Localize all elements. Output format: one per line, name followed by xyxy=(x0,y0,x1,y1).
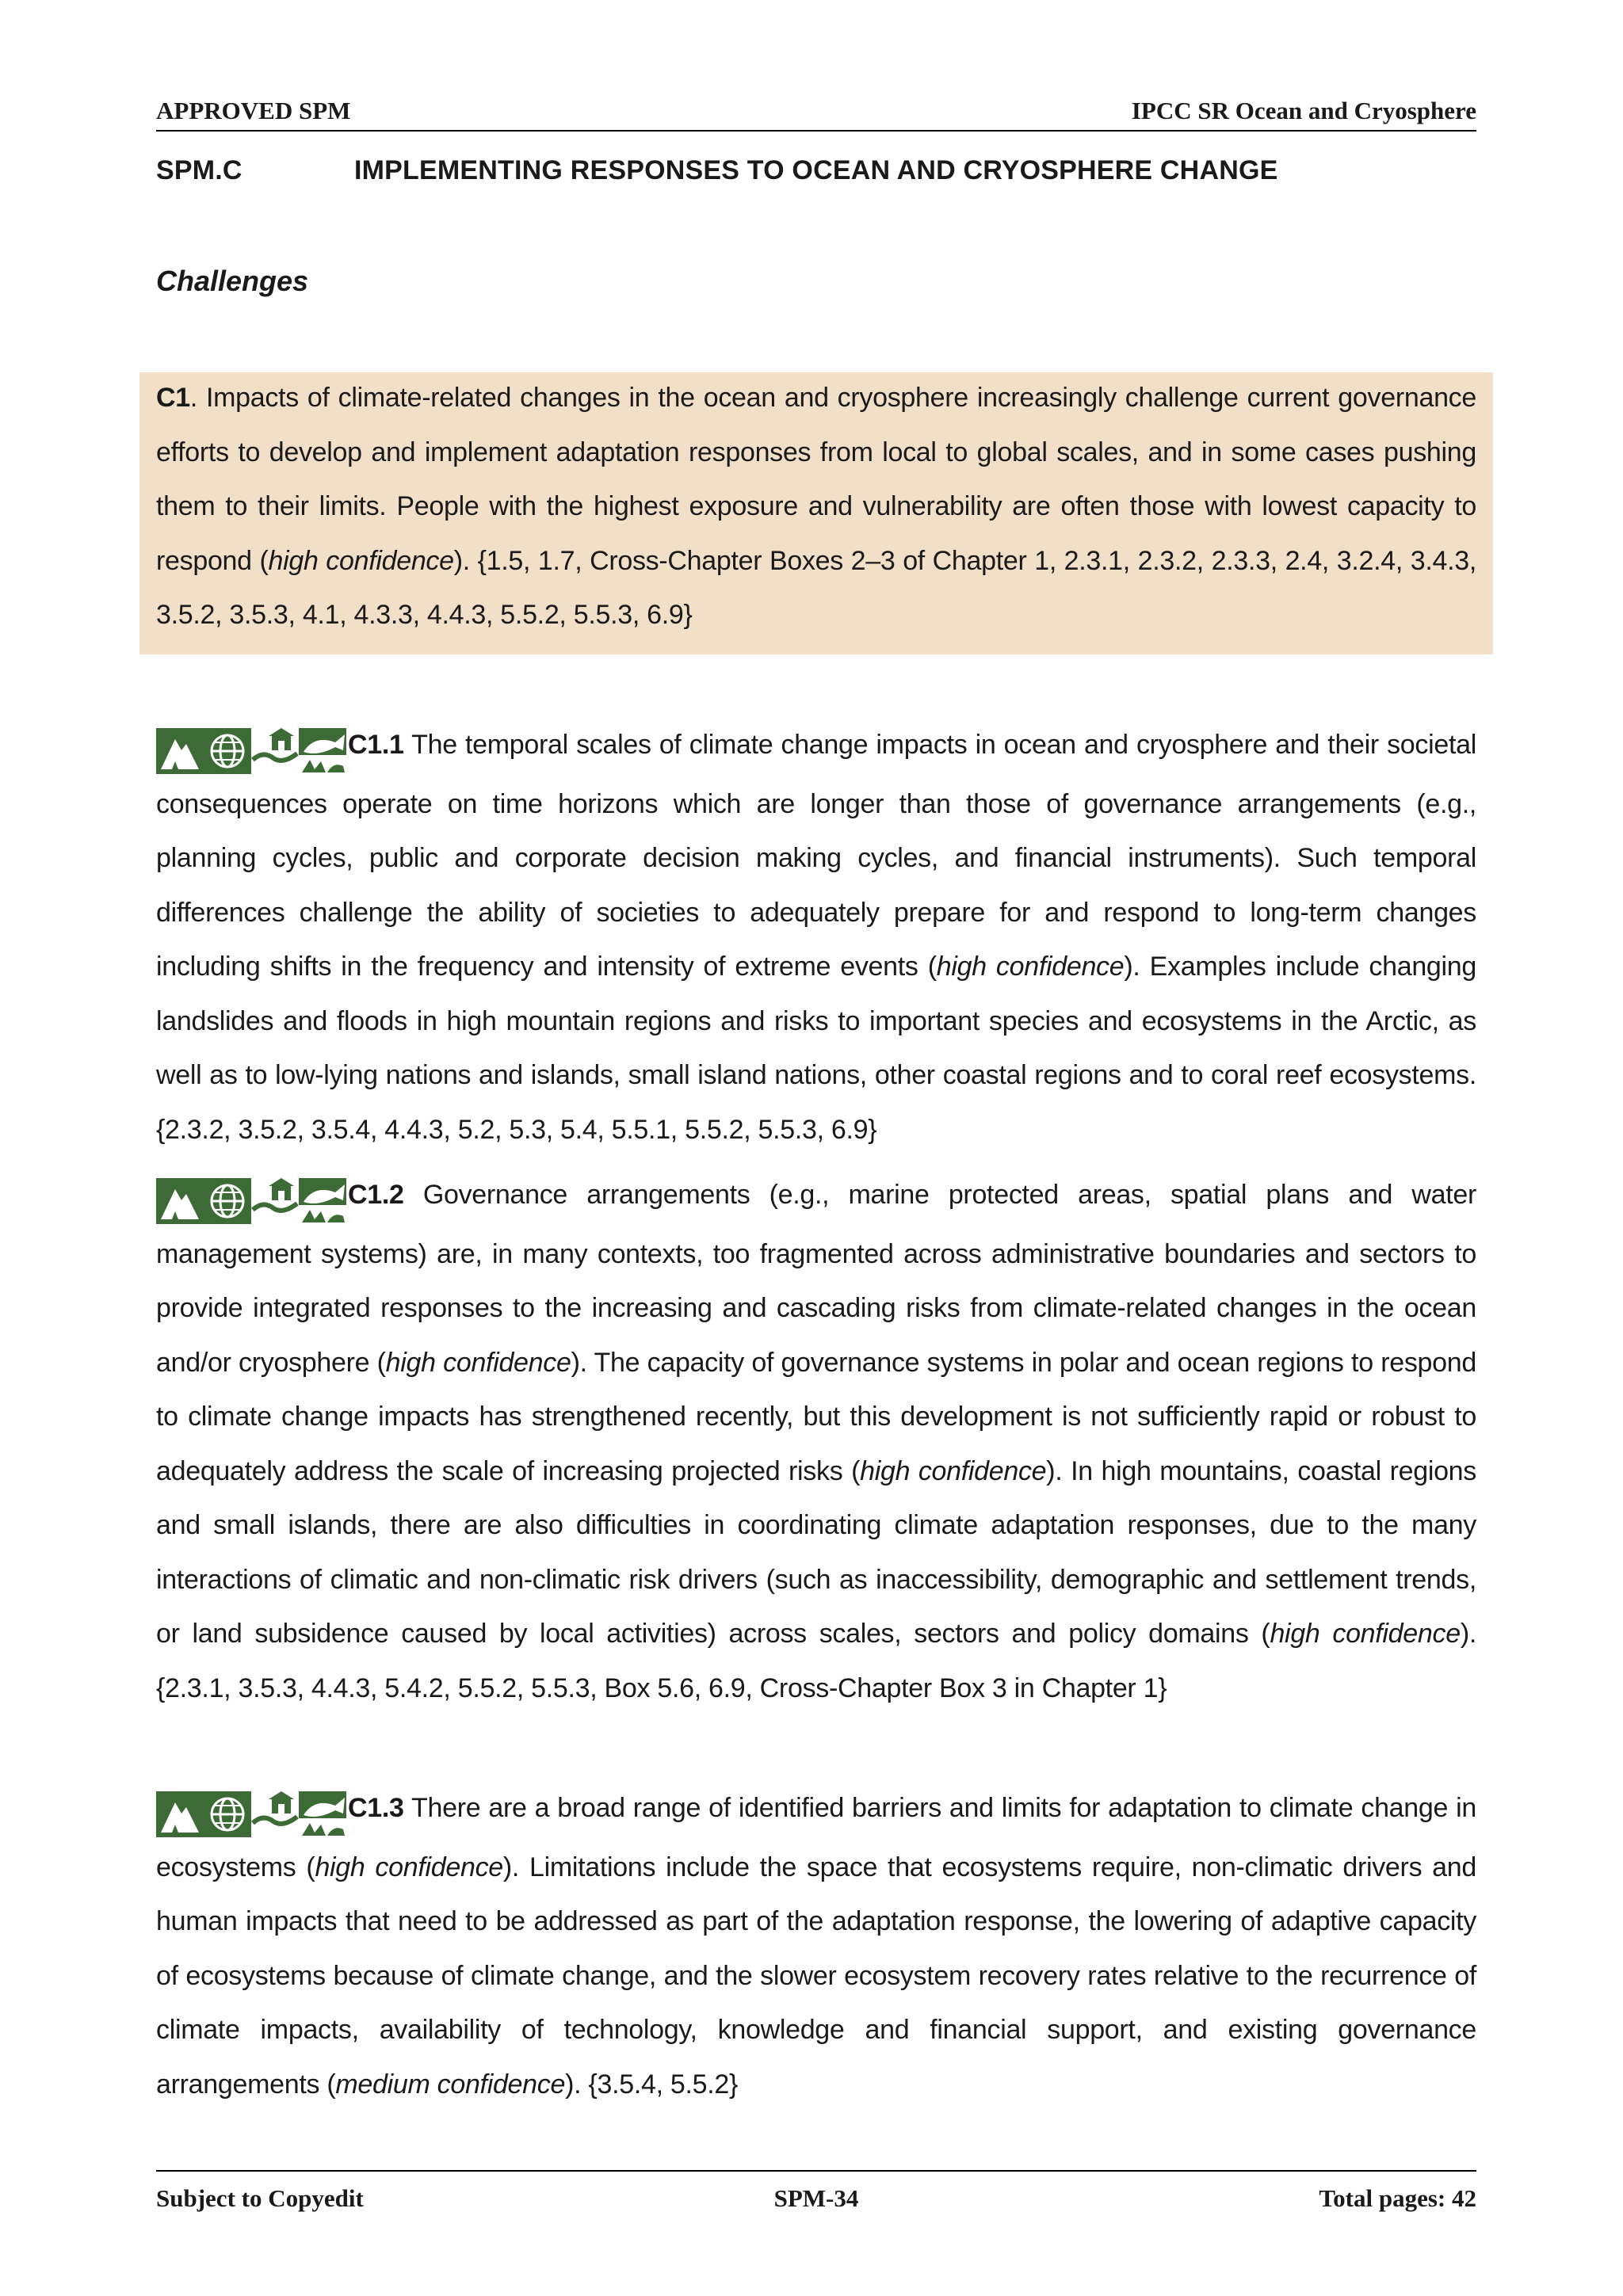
section-number: SPM.C xyxy=(156,155,242,185)
icon-strip xyxy=(156,1173,346,1227)
c1-2-text-a: Governance arrangements (e.g., marine protected areas, spatial plans and water management systems) are, in many contexts, too fragmented across administrative boundaries and sectors to provide integrated responses to the increasing and cascading risks from climate-related changes in the ocean and/or cryosphere ( xyxy=(156,1180,1476,1378)
c1-1-text-refs: ). Examples include changing landslides and floods in high mountain regions and risks to important species and ecosystems in the Arctic, as well as to low-lying nations and islands, small island nations, other coastal regions and to coral reef ecosystems. {2.3.2, 3.5.2, 3.5.4, 4.4.3, 5.2, 5.3, 5.4, 5.5.1, 5.5.2, 5.5.3, 6.9} xyxy=(156,952,1477,1145)
page-footer xyxy=(156,2170,1476,2211)
coast-icon xyxy=(251,1791,299,1837)
c1-1-id: C1.1 xyxy=(348,730,404,760)
c1-text: . Impacts of climate-related changes in the ocean and cryosphere increasingly challenge current governance efforts to develop and implement adaptation responses from local to global scales, and in some cases pushing them to their limits. People with the highest exposure and vulnerability are often those with lowest capacity to respond ( xyxy=(156,383,1476,576)
c1-2-text-refs: ). {2.3.1, 3.5.3, 4.4.3, 5.4.2, 5.5.2, 5.5.3, Box 5.6, 6.9, Cross-Chapter Box 3 in Chapter 1} xyxy=(156,1619,1476,1703)
c1-3-text-b: ). Limitations include the space that ecosystems require, non-climatic drivers and human impacts that need to be addressed as part of the adaptation response, the lowering of adaptive capacity of ecosystems because of climate change, and the slower ecosystem recovery rates relative to the recurrence of climate impacts, availability of technology, knowledge and financial support, and existing governance arrangements ( xyxy=(156,1852,1476,2100)
fish-icon xyxy=(299,1791,346,1837)
c1-3-confidence-1: high confidence xyxy=(315,1852,503,1882)
fish-icon xyxy=(299,1178,346,1224)
section-title: IMPLEMENTING RESPONSES TO OCEAN AND CRYOSPHERE CHANGE xyxy=(354,155,1278,185)
header-right: IPCC SR Ocean and Cryosphere xyxy=(1131,97,1476,124)
paragraph-c1-3 xyxy=(156,1781,1476,2111)
c1-3-confidence-2: medium confidence xyxy=(335,2069,566,2100)
footer-right: Total pages: 42 xyxy=(1319,2184,1476,2212)
c1-2-text-b: ). The capacity of governance systems in polar and ocean regions to respond to climate change impacts has strengthened recently, but this development is not sufficiently rapid or robust to adequately address the scale of increasing projected risks ( xyxy=(156,1347,1476,1486)
c1-id: C1 xyxy=(156,383,190,413)
globe-icon xyxy=(204,1791,251,1837)
c1-2-text-c: ). In high mountains, coastal regions and small islands, there are also difficulties in coordinating climate adaptation responses, due to the many interactions of climatic and non-climatic risk drivers (such as inaccessibility, demographic and settlement trends, or land subsidence caused by local activities) across scales, sectors and policy domains ( xyxy=(156,1455,1476,1649)
coast-icon xyxy=(251,728,299,774)
icon-strip xyxy=(156,1786,346,1840)
c1-2-confidence-2: high confidence xyxy=(860,1455,1047,1486)
paragraph-c1-2 xyxy=(156,1168,1476,1715)
c1-2-confidence-1: high confidence xyxy=(385,1347,571,1378)
c1-3-id: C1.3 xyxy=(348,1793,404,1823)
footer-left: Subject to Copyedit xyxy=(156,2184,364,2212)
subheading: Challenges xyxy=(156,265,309,297)
header-left: APPROVED SPM xyxy=(156,97,351,124)
mountain-icon xyxy=(156,1178,204,1224)
c1-1-text: The temporal scales of climate change impacts in ocean and cryosphere and their societal consequences operate on time horizons which are longer than those of governance arrangements (e.g., planning cycles, public and corporate decision making cycles, and financial instruments). Such temporal differences challenge the ability of societies to adequately prepare for and respond to long-term changes including shifts in the frequency and intensity of extreme events ( xyxy=(156,730,1476,982)
section-heading xyxy=(156,155,1277,186)
fish-icon xyxy=(299,728,346,774)
globe-icon xyxy=(204,1178,251,1224)
c1-2-confidence-3: high confidence xyxy=(1270,1619,1461,1649)
c1-1-confidence: high confidence xyxy=(936,952,1125,982)
icon-strip xyxy=(156,723,346,777)
coast-icon xyxy=(251,1178,299,1224)
paragraph-c1 xyxy=(156,371,1476,643)
c1-3-text-a: There are a broad range of identified barriers and limits for adaptation to climate change in ecosystems ( xyxy=(156,1793,1476,1882)
c1-2-id: C1.2 xyxy=(348,1180,404,1210)
page-number: SPM-34 xyxy=(773,2184,859,2212)
c1-confidence: high confidence xyxy=(268,545,454,576)
paragraph-c1-1 xyxy=(156,718,1476,1157)
mountain-icon xyxy=(156,1791,204,1837)
c1-3-text-refs: ). {3.5.4, 5.5.2} xyxy=(565,2069,739,2100)
c1-text-refs: ). {1.5, 1.7, Cross-Chapter Boxes 2–3 of Chapter 1, 2.3.1, 2.3.2, 2.3.3, 2.4, 3.2.4, 3.4.3, 3.5.2, 3.5.3, 4.1, 4.3.3, 4.4.3, 5.5.2, 5.5.3, 6.9} xyxy=(156,545,1477,630)
mountain-icon xyxy=(156,728,204,774)
globe-icon xyxy=(204,728,251,774)
page-header xyxy=(156,95,1476,132)
